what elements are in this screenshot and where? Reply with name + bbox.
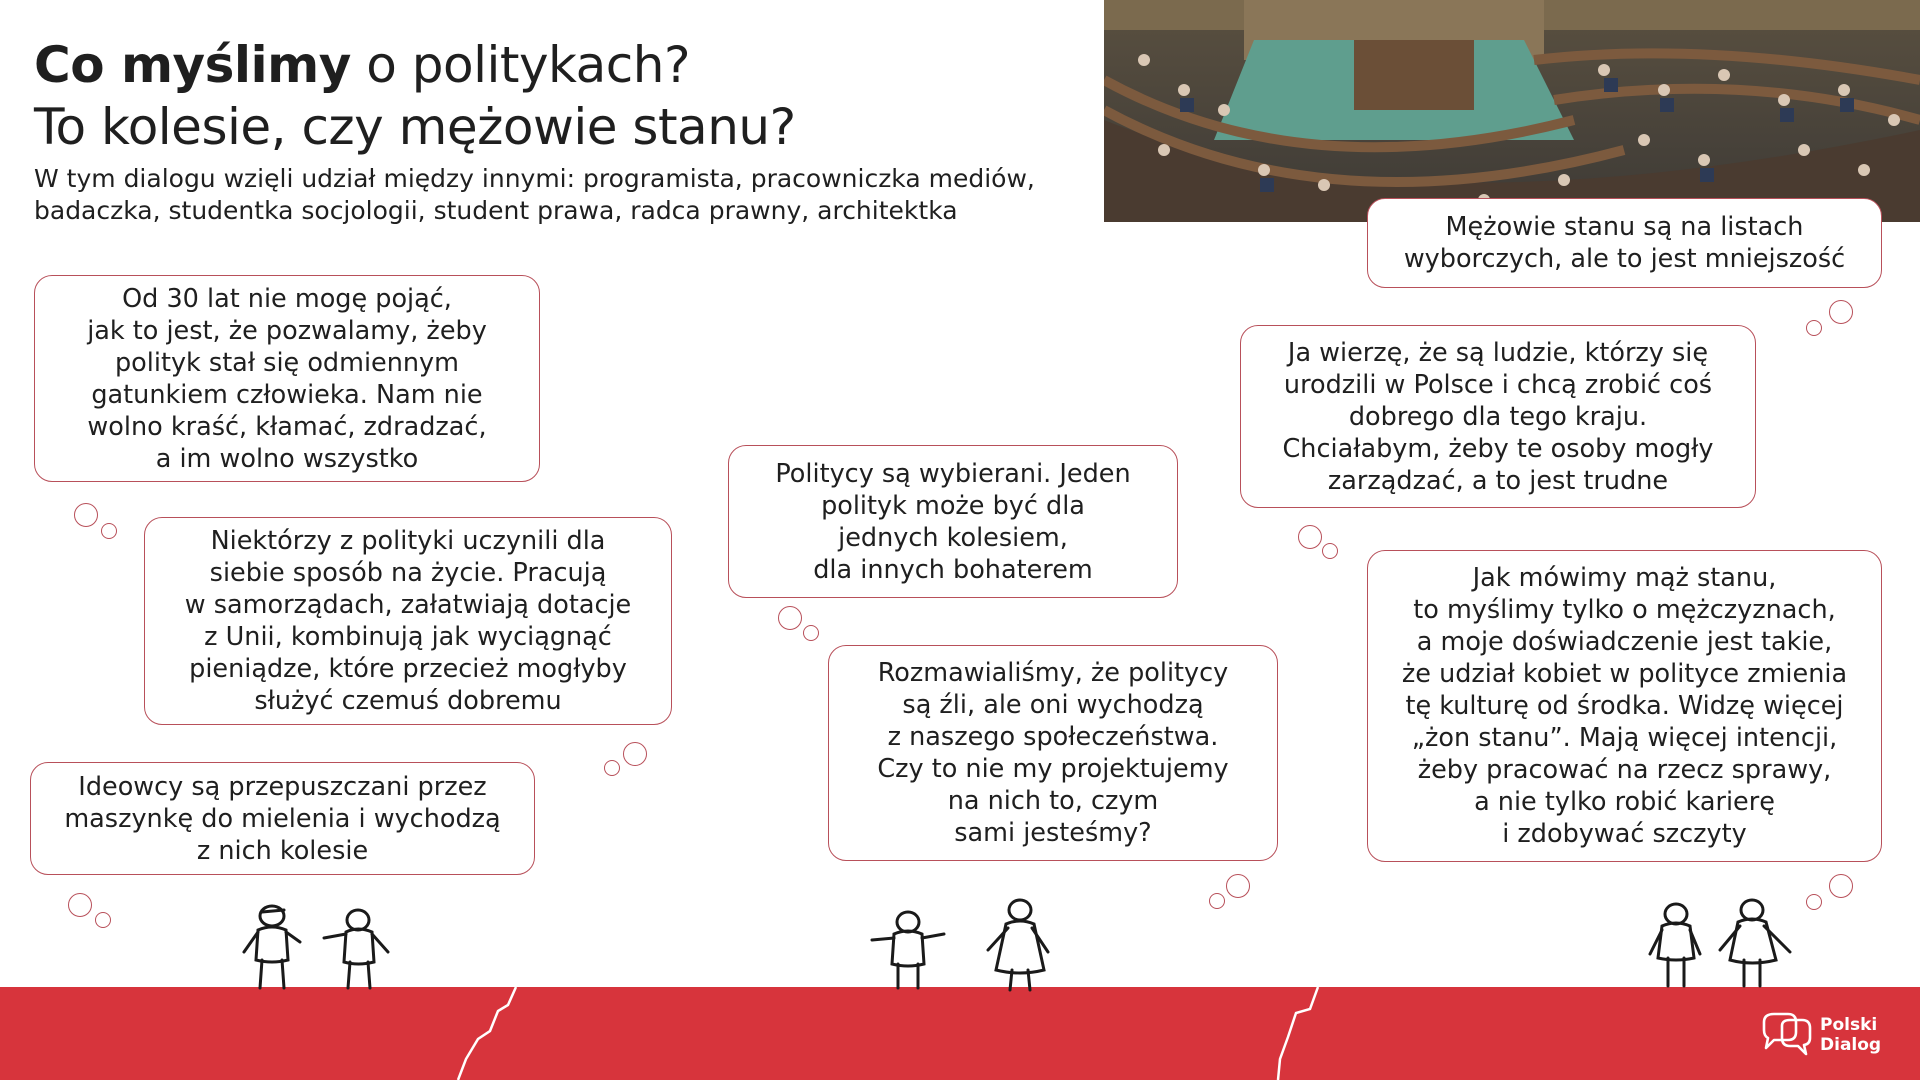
thought-dot [1209, 893, 1225, 909]
quote-bubble-5 [828, 645, 1278, 861]
thought-dot [1829, 300, 1853, 324]
logo-line-2: Dialog [1820, 1035, 1882, 1055]
quote-text-8: Jak mówimy mąż stanu, to myślimy tylko o mężczyznach, a moje doświadczenie jest takie, że udział kobiet w polityce zmienia tę kulturę od środka. Widzę więcej „żon stanu”. Mają więcej intencji, żeby pracować na rzecz sprawy, a nie tylko robić karierę i zdobywać szczyty [1401, 563, 1848, 849]
quote-text-3: Ideowcy są przepuszczani przez maszynkę do mielenia i wychodzą z nich kolesie [64, 771, 501, 866]
quote-text-4: Politycy są wybierani. Jeden polityk może być dla jednych kolesiem, dla innych bohaterem [775, 458, 1131, 585]
quote-bubble-1 [34, 275, 540, 482]
thought-dot [1806, 320, 1822, 336]
thought-dot [1806, 894, 1822, 910]
participants-subtitle: W tym dialogu wzięli udział między innymi: programista, pracowniczka mediów, badaczka, studentka socjologii, student prawa, radca prawny, architektka [34, 164, 1035, 225]
quote-bubble-6 [1367, 198, 1882, 288]
quote-bubble-2 [144, 517, 672, 725]
logo-line-1: Polski [1820, 1015, 1878, 1035]
quote-bubble-7 [1240, 325, 1756, 508]
red-ground-band [0, 987, 1920, 1080]
thought-dot [1298, 525, 1322, 549]
quote-bubble-8 [1367, 550, 1882, 862]
thought-dot [623, 742, 647, 766]
quote-text-2: Niektórzy z polityki uczynili dla siebie sposób na życie. Pracują w samorządach, załatwiają dotacje z Unii, kombinują jak wyciągnąć pieniądze, które przecież mogłyby służyć czemuś dobremu [184, 526, 632, 716]
polski-dialog-logo [1758, 1012, 1898, 1064]
title-line-1 [34, 34, 796, 96]
thought-dot [1322, 543, 1338, 559]
stick-figures-right [1640, 898, 1800, 990]
stick-figures-left [240, 900, 400, 992]
thought-dot [68, 893, 92, 917]
title-bold: Co myślimy [34, 36, 351, 94]
thought-dot [778, 606, 802, 630]
thought-dot [95, 912, 111, 928]
quote-text-6: Mężowie stanu są na listach wyborczych, ale to jest mniejszość [1403, 212, 1846, 274]
quote-text-5: Rozmawialiśmy, że politycy są źli, ale oni wychodzą z naszego społeczeństwa. Czy to nie my projektujemy na nich to, czym sami jesteśmy? [877, 658, 1229, 848]
quote-text-1: Od 30 lat nie mogę pojąć, jak to jest, że pozwalamy, żeby polityk stał się odmiennym gatunkiem człowieka. Nam nie wolno kraść, kłamać, zdradzać, a im wolno wszystko [87, 283, 487, 474]
title-rest: o politykach? [350, 36, 690, 94]
parliament-photo-icon [1104, 0, 1920, 222]
thought-dot [604, 760, 620, 776]
thought-dot [803, 625, 819, 641]
quote-text-7: Ja wierzę, że są ludzie, którzy się urodzili w Polsce i chcą zrobić coś dobrego dla tego kraju. Chciałabym, żeby te osoby mogły zarządzać, a to jest trudne [1282, 337, 1714, 496]
thought-dot [74, 503, 98, 527]
logo-text [1820, 1015, 1881, 1055]
quote-bubble-4 [728, 445, 1178, 598]
quote-bubble-3 [30, 762, 535, 875]
thought-dot [1829, 874, 1853, 898]
title-line-2: To kolesie, czy mężowie stanu? [34, 98, 796, 156]
speech-bubbles-logo-icon [1758, 1012, 1814, 1056]
stick-figures-center [868, 898, 1058, 992]
thought-dot [1226, 874, 1250, 898]
parliament-photo [1104, 0, 1920, 222]
page-title [34, 34, 796, 158]
thought-dot [101, 523, 117, 539]
